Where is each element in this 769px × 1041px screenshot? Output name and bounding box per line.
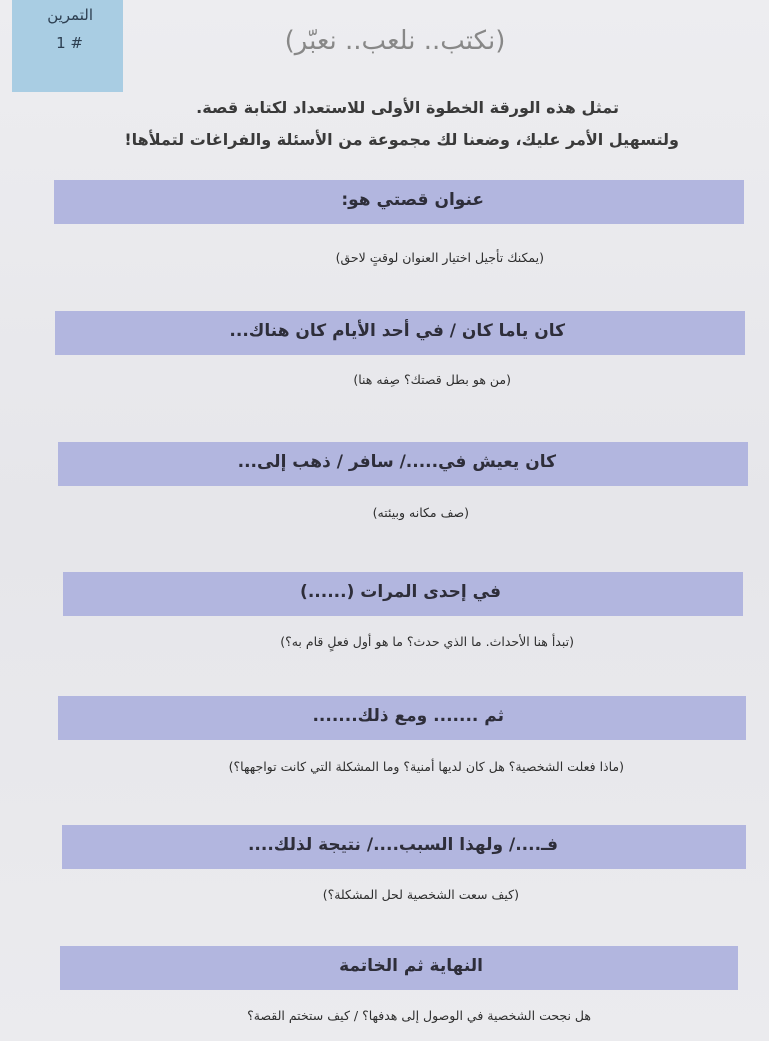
exercise-box <box>12 0 123 92</box>
section-hint: (صف مكانه وبيئته) <box>372 505 469 520</box>
section-heading: ثم ....... ومع ذلك....... <box>312 706 504 726</box>
page-title: (نكتب.. نلعب.. نعبّر) <box>284 26 506 56</box>
section-hint: (ماذا فعلت الشخصية؟ هل كان لديها أمنية؟ وما المشكلة التي كانت تواجهها؟) <box>228 759 624 774</box>
section-hint: هل نجحت الشخصية في الوصول إلى هدفها؟ / كيف ستختم القصة؟ <box>247 1008 591 1023</box>
section-bar-place <box>58 442 748 486</box>
section-heading: النهاية ثم الخاتمة <box>339 956 483 976</box>
exercise-number: 1 # <box>56 34 83 52</box>
section-heading: عنوان قصتي هو: <box>341 190 484 210</box>
section-hint: (يمكنك تأجيل اختيار العنوان لوقتٍ لاحق) <box>335 250 544 265</box>
section-heading: كان ياما كان / في أحد الأيام كان هناك... <box>229 321 565 341</box>
intro-line-1: تمثل هذه الورقة الخطوة الأولى للاستعداد لكتابة قصة. <box>196 98 619 117</box>
section-bar-result <box>62 825 746 869</box>
section-bar-title <box>54 180 744 224</box>
exercise-label: التمرين <box>47 6 93 24</box>
intro-line-2: ولتسهيل الأمر عليك، وضعنا لك مجموعة من الأسئلة والفراغات لتملأها! <box>124 130 679 149</box>
section-bar-events <box>63 572 743 616</box>
section-bar-then <box>58 696 746 740</box>
section-hint: (تبدأ هنا الأحداث. ما الذي حدث؟ ما هو أول فعلٍ قام به؟) <box>280 634 574 649</box>
section-hint: (من هو بطل قصتك؟ صِفه هنا) <box>353 372 511 387</box>
section-heading: فـ..../ ولهذا السبب..../ نتيجة لذلك.... <box>247 835 558 855</box>
section-bar-hero <box>55 311 745 355</box>
section-heading: في إحدى المرات (......) <box>300 582 501 602</box>
section-hint: (كيف سعت الشخصية لحل المشكلة؟) <box>322 887 519 902</box>
section-heading: كان يعيش في...../ سافر / ذهب إلى... <box>237 452 556 472</box>
section-bar-ending <box>60 946 738 990</box>
